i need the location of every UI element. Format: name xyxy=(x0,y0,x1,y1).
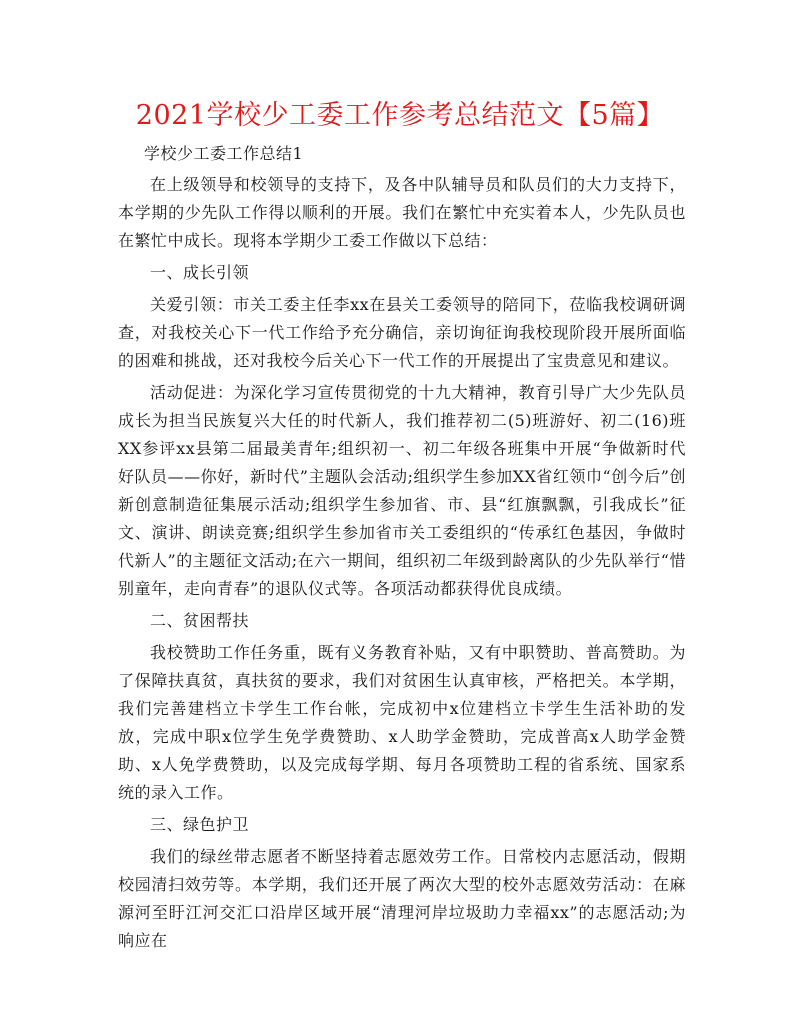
document-title: 2021学校少工委工作参考总结范文【5篇】 xyxy=(135,100,665,131)
paragraph-poverty-aid: 我校赞助工作任务重，既有义务教育补贴，又有中职赞助、普高赞助。为了保障扶真贫，真扶贫的要求，我们对贫困生认真审核，严格把关。本学期，我们完善建档立卡学生工作台帐，完成初中x位建档立卡学生生活补助的发放，完成中职x位学生免学费赞助、x人助学金赞助，完成普高x人助学金赞助、x人免学费赞助，以及完成每学期、每月各项赞助工程的省系统、国家系统的录入工作。 xyxy=(118,643,686,802)
paragraph-green-guard: 我们的绿丝带志愿者不断坚持着志愿效劳工作。日常校内志愿活动，假期校园清扫效劳等。本学期，我们还开展了两次大型的校外志愿效劳活动：在麻源河至盱江河交汇口沿岸区域开展“清理河岸垃圾助力幸福xx”的志愿活动;为响应在 xyxy=(118,847,686,950)
intro-paragraph: 在上级领导和校领导的支持下，及各中队辅导员和队员们的大力支持下，本学期的少先队工作得以顺利的开展。我们在繁忙中充实着本人，少先队员也在繁忙中成长。现将本学期少工委工作做以下总结： xyxy=(118,175,686,250)
document-body xyxy=(118,171,686,959)
paragraph-care-guidance: 关爱引领：市关工委主任李xx在县关工委领导的陪同下，莅临我校调研调查，对我校关心下一代工作给予充分确信，亲切询征询我校现阶段开展所面临的困难和挑战，还对我校今后关心下一代工作的开展提出了宝贵意见和建议。 xyxy=(118,295,686,370)
document-subtitle: 学校少工委工作总结1 xyxy=(144,144,304,163)
section-heading-growth: 一、成长引领 xyxy=(150,263,250,282)
section-heading-green-guard: 三、绿色护卫 xyxy=(150,815,250,834)
section-heading-poverty-aid: 二、贫困帮扶 xyxy=(150,611,250,630)
paragraph-activity-promotion: 活动促进：为深化学习宣传贯彻党的十九大精神，教育引导广大少先队员成长为担当民族复兴大任的时代新人，我们推荐初二(5)班游好、初二(16)班XX参评xx县第二届最美青年;组织初一、初二年级各班集中开展“争做新时代好队员——你好，新时代”主题队会活动;组织学生参加XX省红领巾“创今后”创新创意制造征集展示活动;组织学生参加省、市、县“红旗飘飘，引我成长”征文、演讲、朗读竞赛;组织学生参加省市关工委组织的“传承红色基因，争做时代新人”的主题征文活动;在六一期间，组织初二年级到龄离队的少先队举行“惜别童年，走向青春”的退队仪式等。各项活动都获得优良成绩。 xyxy=(118,383,686,598)
